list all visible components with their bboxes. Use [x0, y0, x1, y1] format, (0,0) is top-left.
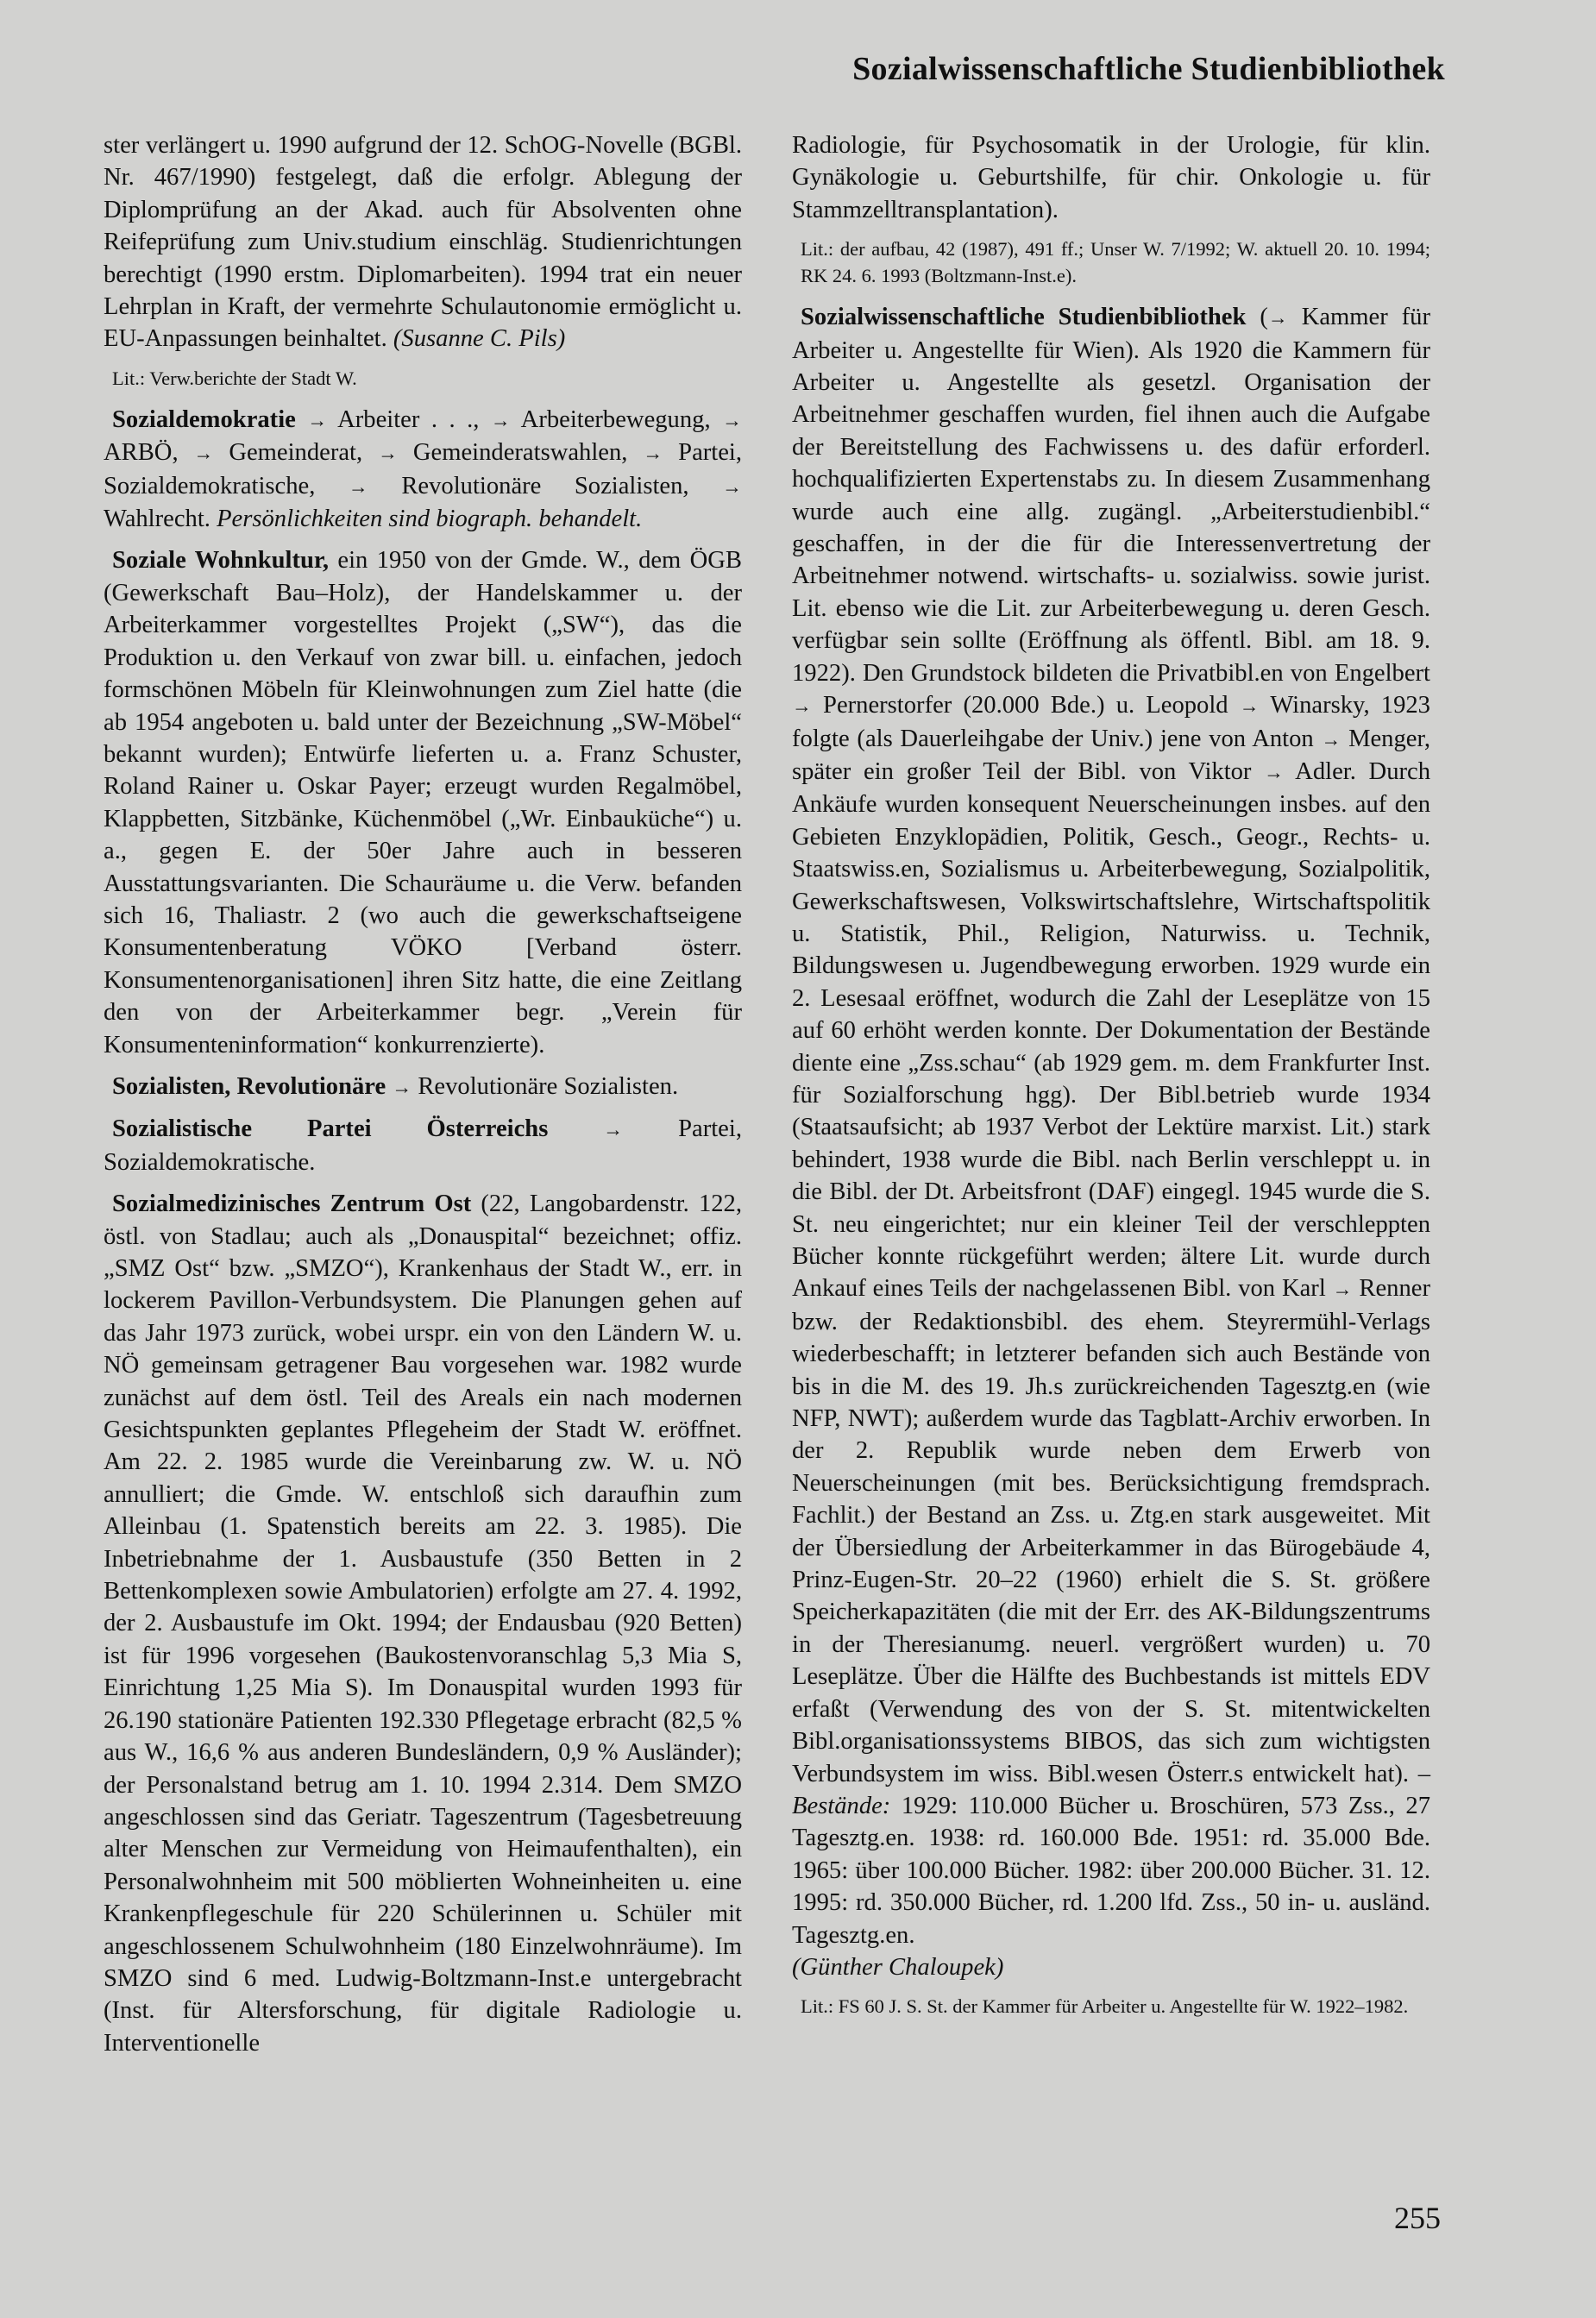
literature-reference: Lit.: FS 60 J. S. St. der Kammer für Arbeiter u. Angestellte für W. 1922–1982. — [801, 1995, 1409, 2018]
arrow-icon: → — [392, 1076, 412, 1098]
entry-text: Renner bzw. der Redaktionsbibl. des ehem. Steyrermühl-Verlags wiederbeschafft; in letzterer befanden sich auch Bestände von bis in die M. des 19. Jh.s zurückreichenden Tagesztg.en (wie NFP, NWT); außerdem wurde das Tagblatt-Archiv erworben. In der 2. Republik wurde neben dem Erwerb von Neuerscheinungen (mit bes. Berücksichtigung fremdsprach. Fachlit.) der Bestand an Zss. u. Ztg.en stark ausgeweitet. Mit der Übersiedlung der Arbeiterkammer in das Bürogebäude 4, Prinz-Eugen-Str. 20–22 (1960) erhielt die S. St. größere Speicherkapazitäten (die mit der Err. des AK-Bildungszentrums in der Theresianumg. neuerl. vergrößert wurden) u. 70 Leseplätze. Über die Hälfte des Buchbestands ist mittels EDV erfaßt (Verwendung des von der S. St. mitentwickelten Bibl.organisationssystems BIBOS, das sich zum wichtigsten Verbundsystem im wiss. Bibl.wesen Österr.s entwickelt hat). – — [792, 1275, 1430, 1787]
entry-soziale-wohnkultur — [104, 544, 742, 1061]
arrow-icon: → — [307, 409, 328, 431]
entry-headword: Sozialwissenschaftliche Studienbibliothek — [801, 304, 1247, 331]
entry-sozialdemokratie — [104, 404, 742, 536]
cross-reference[interactable]: Revolutionäre Sozialisten, — [401, 472, 689, 499]
cross-reference[interactable]: ARBÖ, — [104, 439, 179, 467]
entry-text: 1929: 110.000 Bücher u. Broschüren, 573 Zss., 27 Tagesztg.en. 1938: rd. 160.000 Bde. 1951: rd. 35.000 Bde. 1965: über 100.000 Bücher. 1982: über 200.000 Bücher. 31. 12. 1995: rd. 350.000 Bücher, rd. 1.200 lfd. Zss., 50 in- u. ausländ. Tagesztg.en. — [792, 1792, 1430, 1949]
bestaende-label: Bestände: — [792, 1792, 891, 1819]
arrow-icon: → — [722, 409, 742, 431]
entry-continuation: Radiologie, für Psychosomatik in der Urologie, für klin. Gynäkologie u. Geburtshilfe, für chir. Onkologie u. für Stammzelltransplantation). — [792, 132, 1430, 223]
entry-text: ( — [1260, 304, 1268, 331]
entry-spoe — [104, 1113, 742, 1178]
author-signature: (Günther Chaloupek) — [792, 1953, 1004, 1981]
cross-reference[interactable]: Wahlrecht. — [104, 506, 210, 533]
arrow-icon: → — [348, 475, 368, 498]
cross-reference[interactable]: Arbeiter . . ., — [337, 405, 480, 433]
entry-headword: Sozialistische Partei Österreichs — [112, 1115, 549, 1143]
cross-reference[interactable]: Gemeinderat, — [229, 439, 363, 467]
entry-text: Adler. Durch Ankäufe wurden konsequent Neuerscheinungen insbes. auf den Gebieten Enzyklopädien, Politik, Gesch., Geogr., Rechts- u. Staatswiss.en, Sozialismus u. Arbeiterbewegung, Sozialpolitik, Gewerkschaftswesen, Volkswirtschaftslehre, Wirtschaftspolitik u. Statistik, Phil., Religion, Naturwiss. u. Technik, Bildungswesen u. Jugendbewegung erworben. 1929 wurde ein 2. Lesesaal eröffnet, wodurch die Zahl der Leseplätze von 15 auf 60 erhöht werden konnte. Der Dokumentation der Bestände diente eine „Zss.schau“ (ab 1929 gem. m. dem Frankfurter Inst. für Sozialforschung hgg). Der Bibl.betrieb wurde 1934 (Staatsaufsicht; ab 1937 Verbot der Lektüre marxist. Lit.) stark behindert, 1938 wurde die Bibl. nach Berlin verschleppt u. in die Bibl. der Dt. Arbeitsfront (DAF) eingegl. 1945 wurde die S. St. neu eingerichtet; nur ein kleiner Teil der verschleppten Bücher konnte rückgeführt werden; ältere Lit. wurde durch Ankauf eines Teils der nachgelassenen Bibl. von Karl — [792, 757, 1430, 1303]
arrow-icon: → — [193, 443, 214, 465]
entry-sozialwissenschaftliche-studienbibliothek — [792, 301, 1430, 1983]
cross-reference[interactable]: Arbeiterbewegung, — [520, 405, 711, 433]
entry-headword: Sozialisten, Revolutionäre — [112, 1072, 386, 1100]
entry-text: ster verlängert u. 1990 aufgrund der 12. SchOG-Novelle (BGBl. Nr. 467/1990) festgelegt, daß die erfolgr. Ablegung der Diplomprüfung an der Akad. auch für Absolventen ohne Reifeprüfung zum Univ.studium einschläg. Studienrichtungen berechtigt (1990 erstm. Diplomarbeiten). 1994 trat ein neuer Lehrplan in Kraft, der vermehrte Schulautonomie ermöglicht u. EU-Anpassungen beinhaltet. — [104, 132, 742, 353]
entry-text: Menger, später ein großer Teil der Bibl. von Viktor — [792, 725, 1430, 785]
arrow-icon: → — [792, 695, 812, 718]
entry-continuation — [104, 129, 742, 355]
arrow-icon: → — [1239, 695, 1260, 718]
entry-note: Persönlichkeiten sind biograph. behandelt. — [217, 506, 643, 533]
arrow-icon: → — [722, 475, 742, 498]
author-signature: (Susanne C. Pils) — [393, 325, 566, 353]
entry-text: (22, Langobardenstr. 122, östl. von Stadlau; auch als „Donauspital“ bezeichnet; offiz. „SMZ Ost“ bzw. „SMZO“), Krankenhaus der Stadt W., err. in lockerem Pavillon-Verbundsystem. Die Planungen gehen auf das Jahr 1973 zurück, wobei urspr. ein von den Ländern W. u. NÖ gemeinsam getragener Bau vorgesehen war. 1982 wurde zunächst auf dem östl. Teil des Areals ein nach modernen Gesichtspunkten geplantes Pflegeheim der Stadt W. eröffnet. Am 22. 2. 1985 wurde die Vereinbarung zw. W. u. NÖ annulliert; die Gmde. W. entschloß sich daraufhin zum Alleinbau (1. Spatenstich bereits am 22. 3. 1985). Die Inbetriebnahme der 1. Ausbaustufe (350 Betten in 2 Bettenkomplexen sowie Ambulatorien) erfolgte am 27. 4. 1992, der 2. Ausbaustufe im Okt. 1994; der Endausbau (920 Betten) ist für 1996 vorgesehen (Baukostenvoranschlag 5,3 Mia S, Einrichtung 1,25 Mia S). Im Donauspital wurden 1993 für 26.190 stationäre Patienten 192.330 Pflegetage erbracht (82,5 % aus W., 16,6 % aus anderen Bundesländern, 0,9 % Ausländer); der Personalstand betrug am 1. 10. 1994 2.314. Dem SMZO angeschlossen sind das Geriatr. Tageszentrum (Tagesbetreuung alter Menschen zur Vermeidung von Heimaufenthalten), ein Personalwohnheim mit 500 möblierten Wohneinheiten u. eine Krankenpflegeschule für 220 Schülerinnen u. Schüler mit angeschlossenem Schulwohnheim (180 Einzelwohnräume). Im SMZO sind 6 med. Ludwig-Boltzmann-Inst.e untergebracht (Inst. für Altersforschung, für digitale Radiologie u. Interventionelle — [104, 1190, 743, 2057]
arrow-icon: → — [490, 409, 511, 431]
entry-text: ein 1950 von der Gmde. W., dem ÖGB (Gewerkschaft Bau–Holz), der Handelskammer u. der Arbeiterkammer vorgestelltes Projekt („SW“), das die Produktion u. den Verkauf von zwar bill. u. einfachen, jedoch formschönen Möbeln für Kleinwohnungen zum Ziel hatte (die ab 1954 angeboten u. bald unter der Bezeichnung „SW-Möbel“ bekannt wurden); Entwürfe lieferten u. a. Franz Schuster, Roland Rainer u. Oskar Payer; erzeugt wurden Regalmöbel, Klappbetten, Sitzbänke, Küchenmöbel („Wr. Einbauküche“) u. a., gegen E. der 50er Jahre auch in besseren Ausstattungsvarianten. Die Schauräume u. die Verw. befanden sich 16, Thaliastr. 2 (wo auch die gewerkschaftseigene Konsumentenberatung VÖKO [Verband österr. Konsumentenorganisationen] ihren Sitz hatte, die eine Zeitlang den von der Arbeiterkammer begr. „Verein für Konsumenteninformation“ konkurrenzierte). — [104, 547, 742, 1058]
cross-reference[interactable]: Gemeinderatswahlen, — [412, 439, 628, 467]
cross-reference[interactable]: Revolutionäre Sozialisten. — [418, 1072, 679, 1100]
entry-smz-ost — [104, 1188, 742, 2059]
entry-headword: Sozialmedizinisches Zentrum Ost — [112, 1190, 472, 1218]
cross-reference[interactable]: Partei, Sozialdemokratische, — [104, 439, 743, 499]
arrow-icon: → — [643, 443, 663, 465]
entry-headword: Sozialdemokratie — [112, 405, 296, 433]
arrow-icon: → — [1321, 728, 1342, 751]
arrow-icon: → — [1267, 307, 1288, 330]
entry-text: Kammer für Arbeiter u. Angestellte für Wien). Als 1920 die Kammern für Arbeiter u. Angestellte als gesetzl. Organisation der Arbeitnehmer geschaffen wurden, fiel ihnen auch die Aufgabe der Bereitstellung des Fachwissens u. des dafür erforderl. hochqualifizierten Expertenstabs zu. In diesem Zusammenhang wurde auch eine allg. zugängl. „Arbeiterstudienbibl.“ geschaffen, in der die für die Interessenvertretung der Arbeitnehmer notwend. wirtschafts- u. sozialwiss. sowie jurist. Lit. ebenso wie die Lit. zur Arbeiterbewegung u. deren Gesch. verfügbar sein sollte (Eröffnung als öffentl. Bibl. am 18. 9. 1922). Den Grundstock bildeten die Privatbibl.en von Engelbert — [792, 304, 1430, 687]
page-number: 255 — [1394, 2201, 1441, 2235]
literature-reference: Lit.: der aufbau, 42 (1987), 491 ff.; Unser W. 7/1992; W. aktuell 20. 10. 1994; RK 24. 6. 1993 (Boltzmann-Inst.e). — [801, 238, 1430, 287]
literature-reference: Lit.: Verw.berichte der Stadt W. — [112, 367, 357, 389]
running-header: Sozialwissenschaftliche Studienbibliothek — [852, 51, 1445, 87]
entry-text: Pernerstorfer (20.000 Bde.) u. Leopold — [823, 692, 1228, 719]
entry-sozialisten-revolutionaere — [104, 1071, 742, 1103]
cross-reference[interactable]: Partei, Sozialdemokratische. — [104, 1115, 742, 1176]
arrow-icon: → — [1264, 761, 1285, 783]
arrow-icon: → — [1332, 1278, 1353, 1301]
left-column — [104, 129, 742, 2069]
arrow-icon: → — [378, 443, 398, 465]
right-column — [792, 129, 1430, 2032]
arrow-icon: → — [603, 1119, 624, 1141]
entry-headword: Soziale Wohnkultur, — [112, 547, 330, 575]
entry-text: Winarsky, 1923 folgte (als Dauerleihgabe der Univ.) jene von Anton — [792, 692, 1430, 752]
